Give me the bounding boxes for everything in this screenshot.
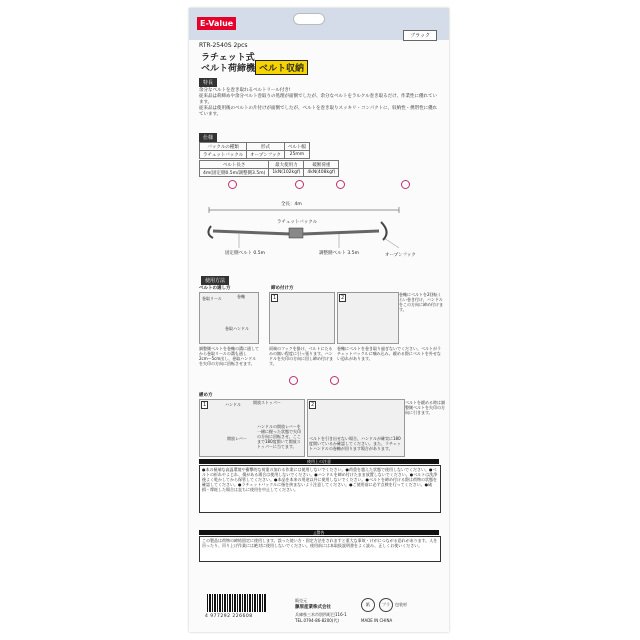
total-length-label: 全長：4m — [281, 202, 302, 207]
fixed-belt-label: 固定側ベルト 0.5m — [225, 251, 265, 256]
barcode — [207, 594, 267, 612]
spec-value: 25mm — [284, 151, 309, 159]
brand-logo: E-Value — [197, 17, 236, 30]
spec-header: 形式 — [247, 143, 285, 151]
product-title-line1: ラチェット式 — [201, 53, 255, 63]
features-heading: 特長 — [199, 78, 217, 87]
illust-label: 開放ストッパー — [253, 400, 281, 405]
company-name: 藤原産業株式会社 — [295, 605, 331, 610]
seller-label: 販売元 — [295, 598, 307, 603]
loosen-step2-text: ベルトを引き出せない場合、ハンドルが確実に180度開いているか確認してください。また、ラチェットハンドルの巻軸が回ります場合があります。 — [309, 436, 401, 451]
ratchet-buckle-label: ラチェットバックル — [277, 220, 318, 225]
spec-header: バックルの種類 — [200, 143, 247, 151]
step2-text: 巻軸にベルトを巻き取り過ぎないでください。ベルトがラチェットバックルに噛み込み、緩める際にベルトを外せない恐れがあります。 — [337, 346, 441, 361]
adjust-belt-label: 調整側ベルト 3.5m — [319, 251, 359, 256]
illust-label: 巻取ハンドル — [225, 326, 249, 331]
feature-item: 余分なベルトを巻き取れるベルトリール付き! — [199, 88, 291, 93]
punch-hole — [228, 180, 237, 189]
step1-text: 両端のフックを掛け、ベルトにたるみの無い程度に引っ張ります。ハンドルを矢印の方向に回し締め付けます。 — [269, 346, 333, 366]
spec-table-1 — [199, 142, 310, 159]
warning-box — [199, 536, 441, 562]
packaging-label: 包装材 — [395, 602, 407, 607]
loosen-step1-text: ハンドルの開放レバーを一緒に握った状態で矢印の方向に回転させ、ここまで180度開いて開放ストッパーに当てます。 — [257, 424, 301, 449]
illust-label: 開放レバー — [227, 436, 247, 441]
spec-header: ベルト長さ — [200, 161, 269, 169]
barcode-number: 4 977292 226608 — [205, 614, 253, 619]
sec-loosening: 緩め方 — [199, 393, 213, 398]
illust-label: 巻取リール — [202, 296, 222, 301]
cautions-heading: 使用上の注意 — [199, 459, 439, 464]
product-title-line2: ベルト荷締機 — [201, 64, 256, 74]
title-badge: ベルト収納 — [255, 60, 308, 75]
spec-value: 4m(固定側0.5m/調整側3.5m) — [200, 169, 269, 177]
feature-list — [199, 88, 439, 118]
made-in: MADE IN CHINA — [361, 618, 393, 623]
warning-text: この製品は荷物の締結固定に使用します。誤った使い方・固定方法をされますと重大な事故・けがにつながる恐れがあります。人を吊ったり、吊り上げ作業には絶対に使用しないでください。使用前には本取扱説明書をよく読み、正しくお使いください。 — [202, 538, 438, 548]
illust-label: ハンドル — [225, 402, 241, 407]
hang-hole — [293, 13, 325, 25]
usage-heading: 使用方法 — [201, 276, 229, 285]
loosen-side-text: ベルトを緩める時は調整側ベルトを矢印の方向に引きます。 — [405, 400, 445, 415]
plastic-recycle-icon: プラ — [379, 598, 393, 612]
tighten-step1-illustration — [269, 292, 335, 344]
punch-hole — [336, 180, 345, 189]
step-number: 2 — [311, 402, 315, 408]
company-address: 兵庫県三木市別所町巴116-1 — [295, 612, 347, 617]
illust-label: 巻軸 — [237, 294, 245, 299]
punch-hole — [289, 376, 298, 385]
spec-header: 破断荷重 — [304, 161, 339, 169]
step-number: 2 — [341, 295, 345, 301]
punch-hole — [401, 180, 410, 189]
spec-value: オープンフック — [247, 151, 285, 159]
feature-item: 従来品は荷締めや余分ベルト巻取りの処理が面倒でしたが、余分なベルトをラルクル巻き取るだけ、作業性に優れています。 — [199, 94, 437, 105]
spec-heading: 仕様 — [199, 133, 217, 142]
cautions-text: ●本の極端な高温環境や衝撃的な荷重の加わる作業には使用しないでください。●荷重を越えた状態で使用しないでください。●ベルトの折れやよじれ、傷がある場合は使用しないでください。●ハンドルを締め付けたまま放置しないでください。●ベルトは洗浄後よく乾かしてから保管してください。●本品を本来の用途以外に使用しないでください。●ベルトを締め付ける際は荷物の状態を確認してください。●ラチェットバックルに指を挟まないよう注意してください。●ご使用前に必ず点検を行ってください。●破損・摩耗した場合は直ちに使用を中止してください。 — [202, 467, 438, 492]
tighten-step2-illustration — [337, 292, 399, 344]
spec-header: ベルト幅 — [284, 143, 309, 151]
warning-heading: △警告 — [199, 530, 439, 535]
spec-header: 最大使用力 — [269, 161, 304, 169]
company-tel: TEL.0794-86-8200(代) — [295, 618, 339, 623]
punch-hole — [330, 376, 339, 385]
feature-item: 従来品は使用後のベルトの片付けが面倒でしたが、ベルトを巻き取りスッキリ・コンパクトに、収納性・携帯性に優れています。 — [199, 106, 438, 117]
sec-belt-threading: ベルトの通し方 — [199, 286, 231, 291]
sec-tightening: 締め付け方 — [271, 286, 294, 291]
step-number: 1 — [273, 295, 277, 301]
spec-value: ラチェットバックル — [200, 151, 247, 159]
punch-hole — [295, 180, 304, 189]
spec-value: 1kN(102kgf) — [269, 169, 304, 177]
spec-value: 4kN(408kgf) — [304, 169, 339, 177]
paper-recycle-icon: 紙 — [361, 598, 375, 612]
model-number: RTR-2540S 2pcs — [199, 42, 248, 49]
cautions-box — [199, 465, 441, 513]
color-label: ブラック — [403, 30, 437, 41]
threading-text: 調整側ベルトを巻軸の溝に通してから巻取リールの溝も通し2cm〜5cm出し、巻取ハンドルを矢印の方向に回転させます。 — [199, 346, 259, 366]
open-hook-label: オープンフック — [385, 253, 416, 258]
package-card — [189, 8, 449, 632]
step2-side-text: 巻軸にベルトを2回転くらい巻き付け、ハンドルをこの方向に締め付けます。 — [399, 292, 443, 312]
step-number: 1 — [203, 402, 207, 408]
spec-table-2 — [199, 160, 339, 177]
